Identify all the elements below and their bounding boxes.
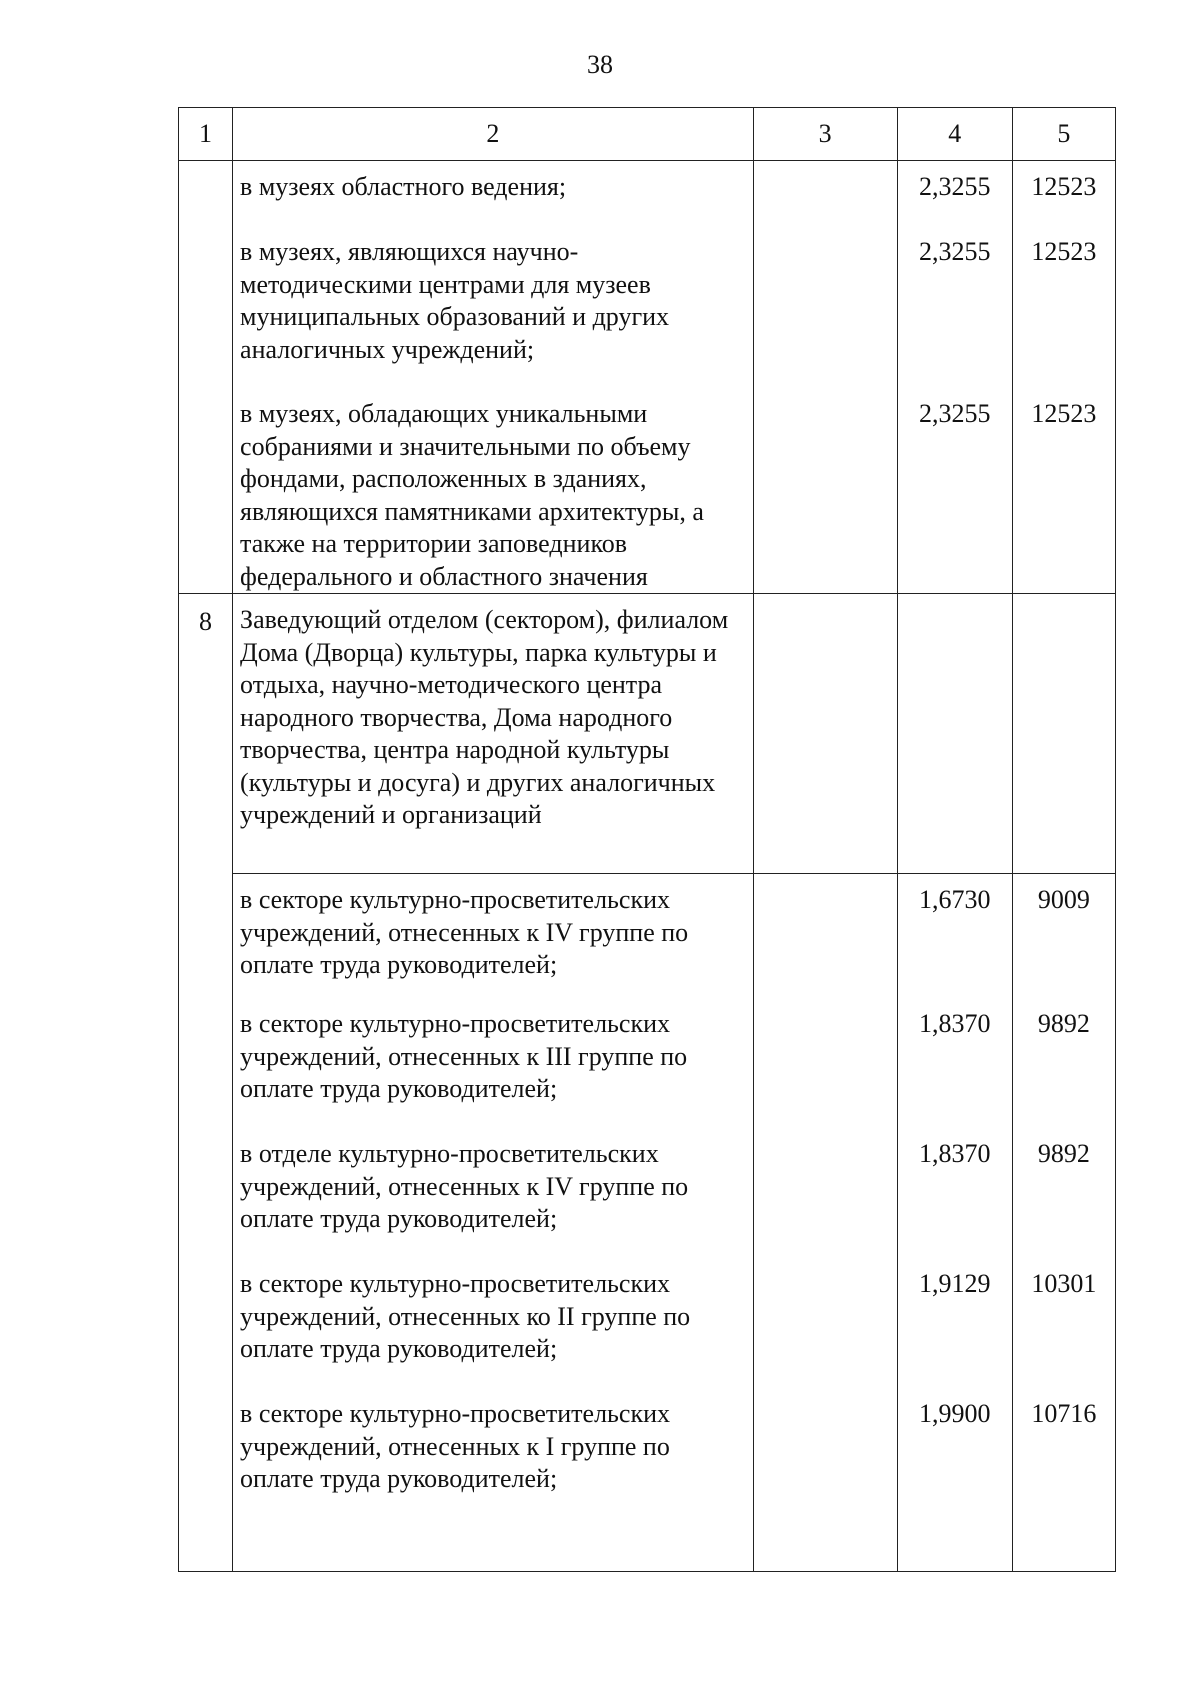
section-8-entry-1: в секторе культурно-просветительских учреждений, отнесенных к IV группе по оплате труда руководителей; xyxy=(240,885,689,979)
section-8-entries xyxy=(233,874,754,1572)
empty-cell xyxy=(897,594,1012,874)
section-8-entry-3: в отделе культурно-просветительских учреждений, отнесенных к IV группе по оплате труда руководителей; xyxy=(240,1139,689,1233)
museum-entries xyxy=(233,161,754,594)
museum-salaries xyxy=(1012,161,1115,594)
section-8-coefficients xyxy=(897,874,1012,1572)
section-8-salary-4: 10301 xyxy=(1031,1269,1097,1298)
section-8-coef-5: 1,9900 xyxy=(919,1399,991,1428)
header-cell-1: 1 xyxy=(179,108,233,161)
section-8-salary-2: 9892 xyxy=(1037,1009,1090,1038)
page-number: 38 xyxy=(587,50,613,79)
table-row xyxy=(179,161,1116,594)
museum-entry-1: в музеях областного ведения; xyxy=(240,172,567,201)
empty-cell xyxy=(753,161,897,594)
museum-coef-1: 2,3255 xyxy=(919,172,991,201)
section-8-coef-4: 1,9129 xyxy=(919,1269,991,1298)
museum-coef-2: 2,3255 xyxy=(919,237,991,266)
row-number: 8 xyxy=(179,594,233,1572)
empty-cell xyxy=(753,874,897,1572)
header-cell-3: 3 xyxy=(753,108,897,161)
section-8-salary-3: 9892 xyxy=(1037,1139,1090,1168)
section-8-salary-1: 9009 xyxy=(1037,885,1090,914)
row-number-empty xyxy=(179,161,233,594)
section-8-entry-4: в секторе культурно-просветительских учреждений, отнесенных ко II группе по оплате труда руководителей; xyxy=(240,1269,691,1363)
table-row xyxy=(179,874,1116,1572)
section-8-coef-3: 1,8370 xyxy=(919,1139,991,1168)
header-cell-2: 2 xyxy=(233,108,754,161)
museum-entry-2: в музеях, являющихся научно-методическими центрами для музеев муниципальных образований и других аналогичных учреждений; xyxy=(240,237,670,364)
empty-cell xyxy=(753,594,897,874)
section-8-salaries xyxy=(1012,874,1115,1572)
section-8-entry-5: в секторе культурно-просветительских учреждений, отнесенных к I группе по оплате труда руководителей; xyxy=(240,1399,670,1493)
header-cell-5: 5 xyxy=(1012,108,1115,161)
section-8-title: Заведующий отделом (сектором), филиалом Дома (Дворца) культуры, парка культуры и отдыха, научно-методического центра народного творчества, Дома народного творчества, центра народной культуры (культуры и досуга) и других аналогичных учреждений и организаций xyxy=(233,594,754,874)
museum-entry-3: в музеях, обладающих уникальными собраниями и значительными по объему фондами, расположенных в зданиях, являющихся памятниками архитектуры, а также на территории заповедников федерального и областного значения xyxy=(240,399,704,591)
data-table xyxy=(178,107,1116,1572)
museum-salary-3: 12523 xyxy=(1031,399,1097,428)
empty-cell xyxy=(1012,594,1115,874)
section-8-entry-2: в секторе культурно-просветительских учреждений, отнесенных к III группе по оплате труда руководителей; xyxy=(240,1009,688,1103)
museum-salary-1: 12523 xyxy=(1031,172,1097,201)
table-header-row xyxy=(179,108,1116,161)
museum-coefficients xyxy=(897,161,1012,594)
section-8-salary-5: 10716 xyxy=(1031,1399,1097,1428)
header-cell-4: 4 xyxy=(897,108,1012,161)
section-8-coef-2: 1,8370 xyxy=(919,1009,991,1038)
section-8-coef-1: 1,6730 xyxy=(919,885,991,914)
museum-coef-3: 2,3255 xyxy=(919,399,991,428)
table-row xyxy=(179,594,1116,874)
museum-salary-2: 12523 xyxy=(1031,237,1097,266)
